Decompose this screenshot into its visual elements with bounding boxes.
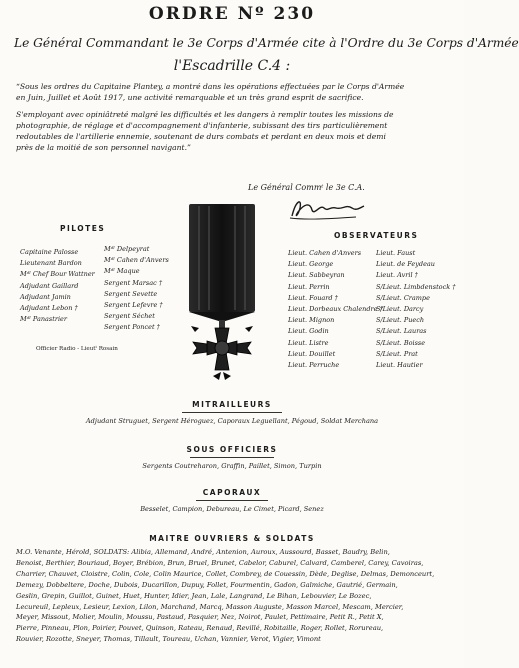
list-item: Lieut. Perruche <box>288 360 340 369</box>
list-item: Lieut. Fouard † <box>288 293 338 302</box>
list-item: Lieut. de Feydeau <box>376 260 435 269</box>
ouvriers-line: Pierre, Pinneau, Plon, Poirier, Pouvet, Quinson, Rateau, Renaud, Revillé, Robitaille, Roger, Rollet, Rorureau, <box>16 624 384 633</box>
list-item: S/Lieut. Lauras <box>376 327 427 336</box>
ouvriers-heading: MAITRE OUVRIERS & SOLDATS <box>149 534 315 543</box>
divider <box>196 500 268 501</box>
citation-line: photographie, de réglage et d'accompagnement d'infanterie, subissant des tirs particulièrement <box>16 120 388 130</box>
list-item: Capitaine Palosse <box>20 248 79 256</box>
ouvriers-line: Geslin, Grepin, Guillot, Guinet, Huet, Hunter, Idier, Jean, Lale, Langrand, Le Bihan, Lebouvier, Le Bozec, <box>16 591 372 600</box>
ouvriers-line: Meyer, Missout, Molier, Moulin, Moussu, Pastaud, Pasquier, Nez, Noirot, Paulet, Pettimaire, Petit R., Petit X, <box>16 613 384 622</box>
list-item: Lieut. Mignon <box>288 316 335 325</box>
list-item: S/Lieut. Prat <box>376 349 418 358</box>
list-item: Sergent Séchet <box>104 312 155 321</box>
signature-label: Le Général Commᵗ le 3e C.A. <box>248 183 365 192</box>
list-item: Sergent Poncet † <box>104 323 160 332</box>
pilotes-list-right <box>104 244 169 334</box>
list-item: Mᵈˡ Delpeyrat <box>104 245 150 253</box>
list-item: S/Lieut. Puech <box>376 316 425 325</box>
list-item: Lieut. Douillet <box>288 349 336 358</box>
radio-officer-note: Officier Radio - Lieutᵗ Rosain <box>36 346 118 352</box>
list-item: Sergent Lefevre † <box>104 300 163 309</box>
croix-de-guerre-medal-image <box>185 204 271 380</box>
ouvriers-line: Demezy, Dobbeltere, Doche, Dubois, Ducarillon, Dupuy, Follet, Fourmentin, Gadon, Galmiche, Gautrié, Germain, <box>16 580 398 589</box>
list-item: Sergent Marsac † <box>104 278 163 287</box>
list-item: Lieut. Perrin <box>288 282 330 291</box>
ouvriers-names <box>16 547 452 645</box>
pilotes-list-left <box>20 247 95 325</box>
list-item: Lieut. Hautier <box>376 360 423 369</box>
citation-line: près de la moitié de son personnel navigant.” <box>16 142 191 152</box>
ouvriers-line: Lecureuil, Lepleux, Lesieur, Lexion, Lilon, Marchand, Marcq, Masson Auguste, Masson Marcel, Mescam, Mercier, <box>16 602 404 611</box>
divider <box>190 457 274 458</box>
list-item: Adjudant Jamin <box>20 292 71 301</box>
list-item: Lieut. Godin <box>288 327 329 336</box>
mitrailleurs-heading: MITRAILLEURS <box>192 400 272 409</box>
list-item: Sergent Sevette <box>104 289 158 298</box>
pilotes-heading: PILOTES <box>60 224 106 233</box>
ouvriers-line: M.O. Venante, Hérold, SOLDATS: Alibia, Allemand, André, Antenion, Auroux, Aussourd, Basset, Baudry, Belin, <box>16 548 390 556</box>
unit-name: l'Escadrille C.4 : <box>173 58 291 74</box>
citation-line: redoutables de l'artillerie ennemie, soutenant de durs combats et perdant en deux mois et demi <box>16 131 386 141</box>
list-item: Mᵈˡ Panastrier <box>20 315 68 324</box>
list-item: Lieut. Sabbeyran <box>288 271 345 280</box>
citation-heading: Le Général Commandant le 3e Corps d'Armée cite à l'Ordre du 3e Corps d'Armée <box>14 36 519 50</box>
citation-text <box>16 82 452 153</box>
list-item: S/Lieut. Boisse <box>376 338 426 347</box>
citation-line: “Sous les ordres du Capitaine Plantey, a montré dans les opérations effectuées par le Corps d'Armée <box>16 82 405 91</box>
list-item: Lieut. Cahen d'Anvers <box>288 249 362 257</box>
list-item: Lieut. Avril † <box>376 271 418 280</box>
sous-officiers-names: Sergents Coutreharon, Graffin, Paillet, Simon, Turpin <box>142 462 322 470</box>
list-item: S/Lieut. Crampe <box>376 293 430 302</box>
citation-line: en Juin, Juillet et Août 1917, une activité remarquable et un très grand esprit de sacrifice. <box>16 92 364 102</box>
list-item: Lieut. Listre <box>288 338 329 347</box>
caporaux-names: Besselet, Campion, Debureau, Le Cimet, Picard, Senez <box>140 505 324 513</box>
sous-officiers-heading: SOUS OFFICIERS <box>186 445 278 454</box>
list-item: Mᵈˡ Cahen d'Anvers <box>104 256 169 265</box>
list-item: Lieut. Dorbeaux Chalendre † <box>288 304 383 313</box>
list-item: Lieutenant Bardon <box>20 259 82 268</box>
ouvriers-line: Rouvier, Rozotte, Sneyer, Thomas, Tillault, Toureau, Uchan, Vannier, Verot, Vigier, Vimont <box>16 635 321 644</box>
signature-image <box>286 196 366 222</box>
ouvriers-line: Charrier, Chauvet, Cloistre, Colin, Cole, Colin Maurice, Collet, Combrey, de Couessin, Dède, Deglise, Delmas, Demonceurt, <box>16 569 435 578</box>
observateurs-list-right <box>376 248 456 371</box>
list-item: Adjudant Lebon † <box>20 303 78 312</box>
list-item: Lieut. George <box>288 260 334 269</box>
list-item: Lieut. Faust <box>376 249 416 257</box>
observateurs-heading: OBSERVATEURS <box>334 231 419 240</box>
mitrailleurs-names: Adjudant Struguet, Sergent Héroguez, Caporaux Leguellant, Pégoud, Soldat Merchana <box>85 417 379 425</box>
caporaux-heading: CAPORAUX <box>202 488 262 497</box>
list-item: S/Lieut. Darcy <box>376 304 424 313</box>
observateurs-list-left <box>288 248 383 371</box>
list-item: S/Lieut. Limbdenstock † <box>376 282 456 291</box>
list-item: Mᵈˡ Maque <box>104 267 140 276</box>
order-title: ORDRE Nº 230 <box>148 4 316 24</box>
citation-line: S'employant avec opiniâtreté malgré les difficultés et les dangers à remplir toutes les missions de <box>16 109 394 119</box>
ouvriers-line: Benoist, Berthier, Bouriaud, Boyer, Brébion, Brun, Bruel, Brunet, Cabelor, Caburel, Calvard, Camberel, Carey, Cavoiras, <box>16 558 424 567</box>
list-item: Mᵈˡ Chef Bour Wattner <box>20 270 95 279</box>
list-item: Adjudant Gaillard <box>20 281 79 290</box>
divider <box>182 412 282 413</box>
